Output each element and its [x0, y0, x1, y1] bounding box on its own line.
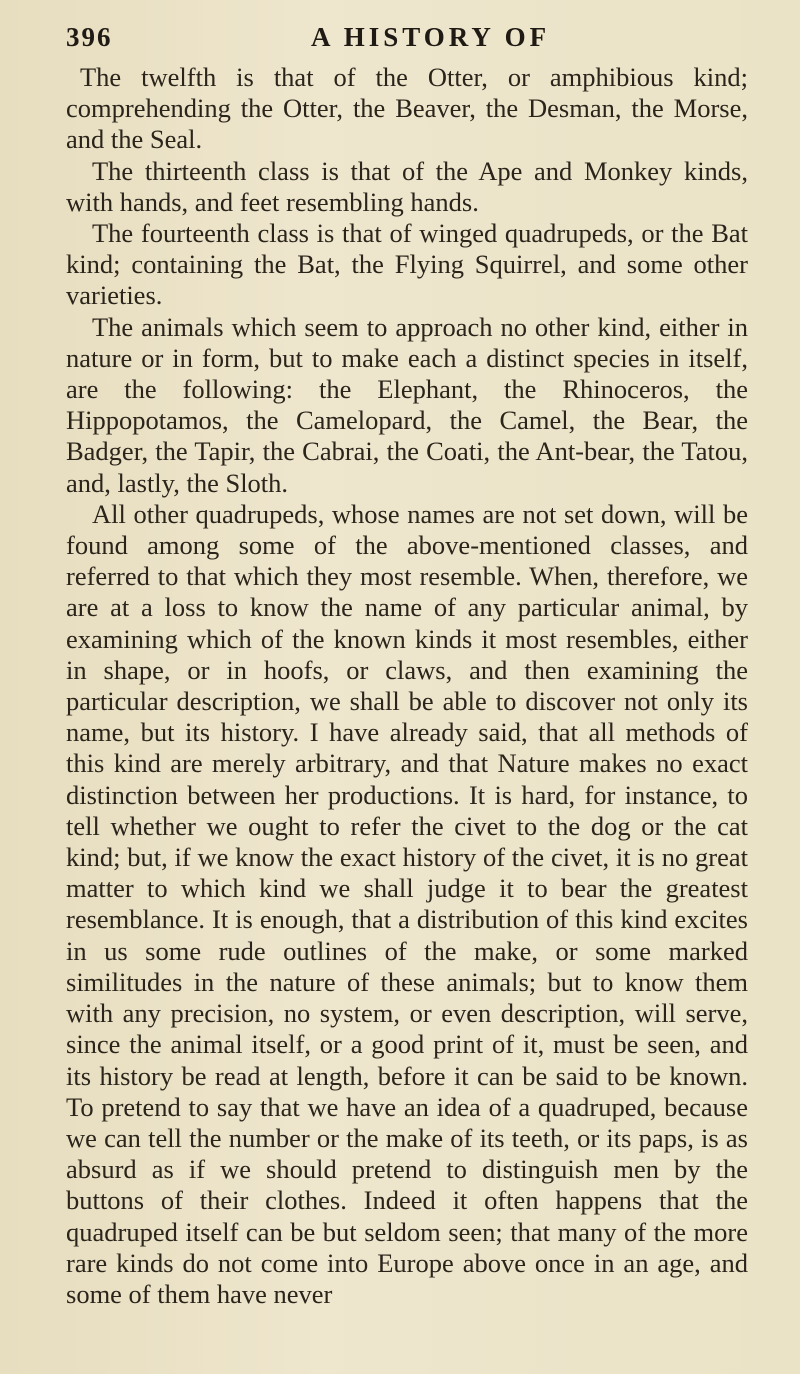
paragraph-fourteenth-class: The fourteenth class is that of winged quadrupeds, or the Bat kind; containing the Bat, the Flying Squirrel, and some other varieties.	[66, 218, 748, 311]
page-number: 396	[66, 22, 113, 52]
running-header	[66, 22, 748, 62]
body-text	[66, 62, 748, 1310]
paragraph-other-quadrupeds: All other quadrupeds, whose names are not set down, will be found among some of the above-mentioned classes, and referred to that which they most resemble. When, therefore, we are at a loss to know the name of any particular animal, by examining which of the known kinds it most resembles, either in shape, or in hoofs, or claws, and then examining the particular description, we shall be able to discover not only its name, but its history. I have already said, that all methods of this kind are merely arbitrary, and that Nature makes no exact distinction between her productions. It is hard, for instance, to tell whether we ought to refer the civet to the dog or the cat kind; but, if we know the exact history of the civet, it is no great matter to which kind we shall judge it to bear the greatest resemblance. It is enough, that a distribution of this kind excites in us some rude outlines of the make, or some marked similitudes in the nature of these animals; but to know them with any precision, no system, or even description, will serve, since the animal itself, or a good print of it, must be seen, and its history be read at length, before it can be said to be known. To pretend to say that we have an idea of a quadruped, because we can tell the number or the make of its teeth, or its paps, is as absurd as if we should pretend to distinguish men by the buttons of their clothes. Indeed it often happens that the quadruped itself can be but seldom seen; that many of the more rare kinds do not come into Europe above once in an age, and some of them have never	[66, 498, 748, 1309]
paragraph-distinct-species: The animals which seem to approach no other kind, either in nature or in form, but to make each a distinct species in itself, are the following: the Elephant, the Rhinoceros, the Hippopotamos, the Camelopard, the Camel, the Bear, the Badger, the Tapir, the Cabrai, the Coati, the Ant-bear, the Tatou, and, lastly, the Sloth.	[66, 311, 748, 498]
paragraph-thirteenth-class: The thirteenth class is that of the Ape and Monkey kinds, with hands, and feet resembling hands.	[66, 155, 748, 217]
paragraph-twelfth-class: The twelfth is that of the Otter, or amphibious kind; comprehending the Otter, the Beaver, the Desman, the Morse, and the Seal.	[66, 62, 748, 155]
running-title: A HISTORY OF	[311, 22, 551, 52]
